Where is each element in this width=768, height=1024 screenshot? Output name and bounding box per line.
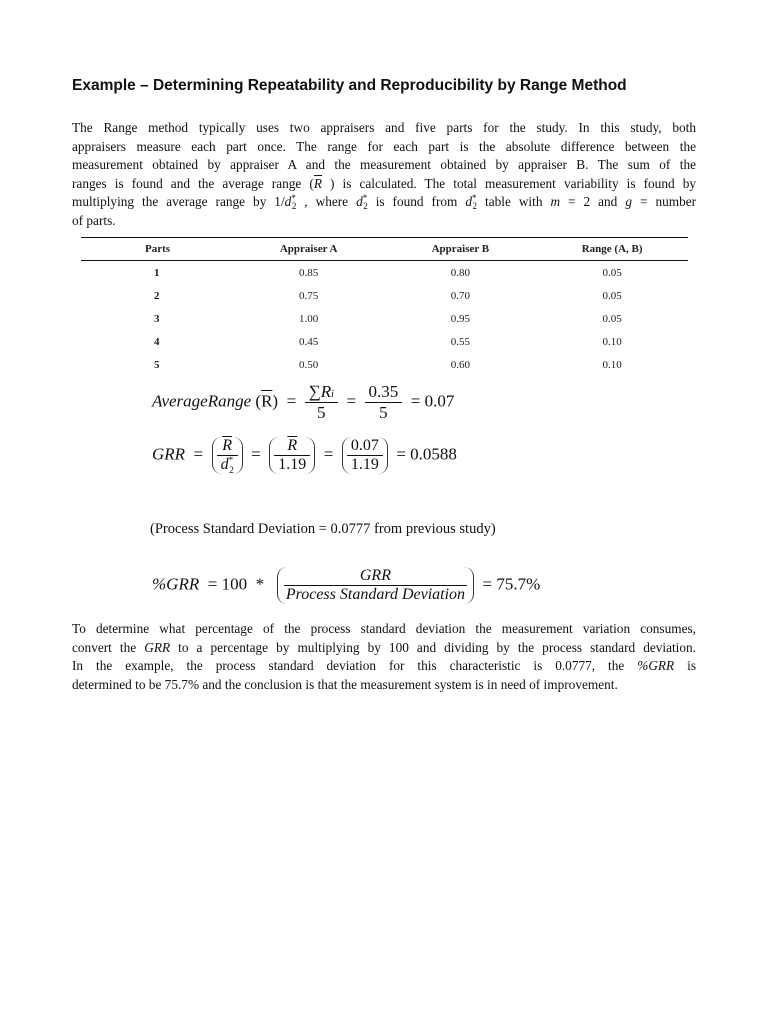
cell-appraiser-b: 0.80 [450,266,470,279]
cell-appraiser-a: 0.75 [299,289,319,302]
intro-line: ranges is found and the average range ($\overline{R}$ ) is calculated. The total measurement variability is found by [72,175,696,191]
cell-part: 2 [154,289,160,302]
cell-range: 0.05 [602,266,622,279]
intro-line: appraisers measure each part once. The range for each part is the absolute difference between the [72,138,696,154]
average-range-equation: AverageRange $(\overline{R})$ = $\frac{\sum Ri}{5}$ = $\frac{0.35}{5}$ = 0.07 [152,382,455,422]
cell-part: 4 [154,335,160,348]
intro-line: measurement obtained by appraiser A and the measurement obtained by appraiser B. The sum of the [72,157,696,173]
measurement-table [81,237,688,376]
percent-grr-equation: %GRR = 100 * $\frac{\text{GRR}}{\text{Process Standard Deviation}}$ = 75.7% [152,567,541,603]
grr-equation: GRR = $\frac{\overline{R}}{d^*_2}$ = $\frac{\overline{R}}{1.19}$ = $\frac{0.07}{1.19}$ = 0.0588 [152,437,457,475]
process-sd-note: (Process Standard Deviation = 0.0777 from previous study) [150,521,496,537]
header-appraiser-a: Appraiser A [233,238,385,261]
header-parts: Parts [81,238,233,261]
cell-part: 1 [154,266,160,279]
intro-paragraph [72,119,696,231]
cell-appraiser-a: 1.00 [299,312,319,325]
conclusion-line: To determine what percentage of the process standard deviation the measurement variation consumes, [72,621,696,636]
cell-appraiser-a: 0.50 [299,358,319,371]
table-row [81,353,688,376]
conclusion-line: convert the GRR to a percentage by multiplying by 100 and dividing by the process standard deviation. [72,639,697,655]
cell-appraiser-b: 0.60 [450,358,470,371]
cell-range: 0.05 [602,289,622,302]
intro-line: multiplying the average range by $1/d^*_2$ , where $d^*_2$ is found from $d^*_2$ table with m = 2 and g = number [72,193,697,212]
cell-part: 5 [154,358,160,371]
cell-range: 0.05 [602,312,622,325]
cell-appraiser-a: 0.45 [299,335,319,348]
cell-appraiser-b: 0.70 [450,289,470,302]
table-row [81,330,688,353]
intro-line: The Range method typically uses two appraisers and five parts for the study. In this study, both [72,120,696,135]
intro-line: of parts. [72,212,116,228]
conclusion-line: determined to be 75.7% and the conclusion is that the measurement system is in need of improvement. [72,676,618,692]
table-row [81,284,688,307]
table-row [81,307,688,330]
cell-range: 0.10 [602,335,622,348]
cell-range: 0.10 [602,358,622,371]
page-title: Example – Determining Repeatability and Reproducibility by Range Method [72,77,627,94]
header-appraiser-b: Appraiser B [385,238,537,261]
conclusion-line: In the example, the process standard deviation for this characteristic is 0.0777, the %GRR is [72,658,697,674]
conclusion-paragraph [72,620,696,694]
cell-appraiser-b: 0.55 [450,335,470,348]
header-range: Range (A, B) [536,238,688,261]
table-row [81,261,688,285]
r-bar-symbol: $\overline{R}$ [313,175,322,191]
cell-appraiser-b: 0.95 [450,312,470,325]
table-header-row [81,238,688,261]
cell-appraiser-a: 0.85 [299,266,319,279]
cell-part: 3 [154,312,160,325]
